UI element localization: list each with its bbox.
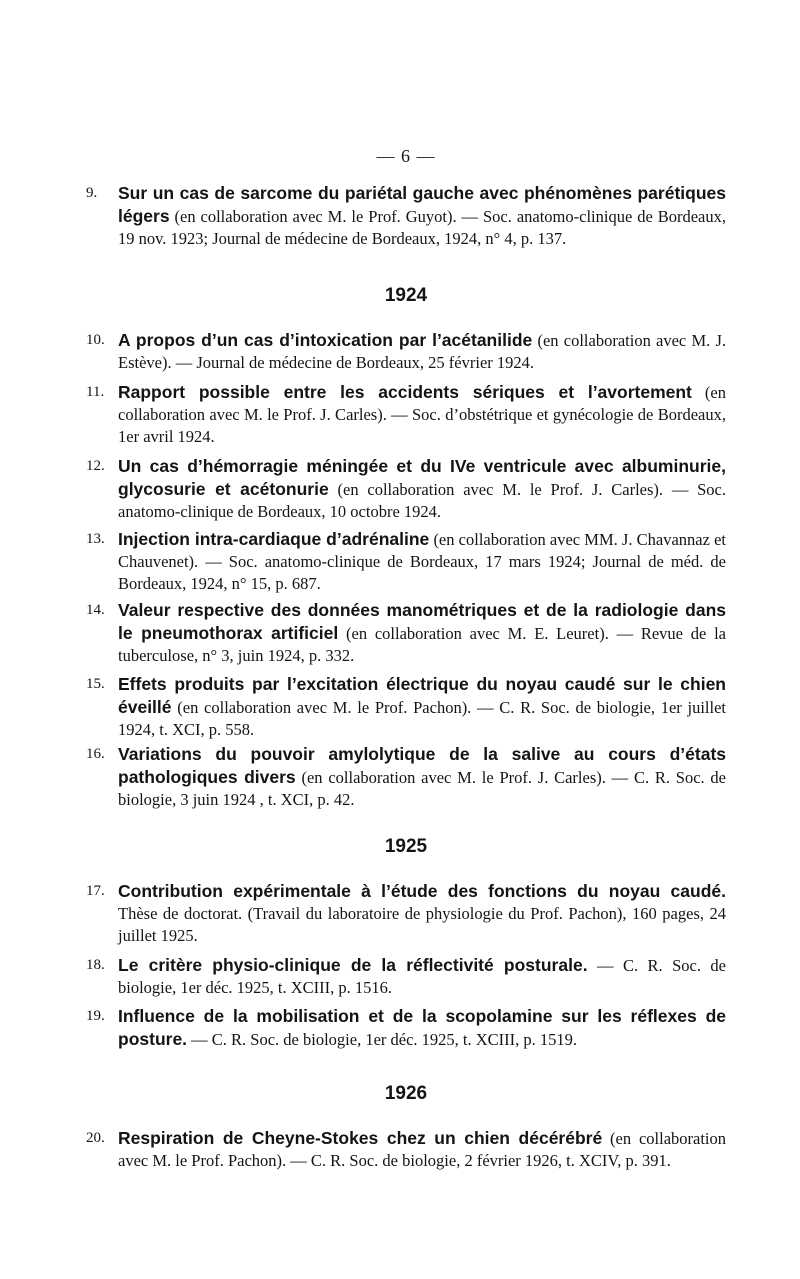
year-heading-1925: 1925 <box>384 836 428 857</box>
entry-10 <box>86 329 727 374</box>
entry-number: 13. <box>86 531 105 547</box>
entry-11 <box>86 381 726 448</box>
entry-15 <box>86 673 726 741</box>
entry-title: Injection intra-cardiaque d’adrénaline <box>118 529 430 549</box>
year-heading-1926: 1926 <box>384 1083 428 1104</box>
entry-details: (en collaboration avec M. le Prof. J. Carles). — C. R. Soc. de biologie, 3 juin 1924 , t. XCI, p. 42. <box>118 768 727 809</box>
entry-9 <box>86 182 727 250</box>
entry-title: Contribution expérimentale à l’étude des fonctions du noyau caudé. <box>118 881 726 901</box>
entry-number: 15. <box>86 676 105 692</box>
entry-title: Le critère physio-clinique de la réflectivité posturale. <box>118 955 588 975</box>
entry-details: — C. R. Soc. de biologie, 1er déc. 1925, t. XCIII, p. 1519. <box>191 1030 578 1049</box>
entry-18 <box>86 954 727 999</box>
entry-details: Thèse de doctorat. (Travail du laboratoire de physiologie du Prof. Pachon), 160 pages, 24 juillet 1925. <box>118 904 726 945</box>
entry-details: (en collaboration avec M. J. Estève). — Journal de médecine de Bordeaux, 25 février 1924. <box>118 331 727 372</box>
entry-details: — C. R. Soc. de biologie, 1er déc. 1925, t. XCIII, p. 1516. <box>118 956 727 997</box>
year-heading-1924: 1924 <box>384 285 428 306</box>
entry-details: (en collaboration avec M. le Prof. Guyot). — Soc. anatomo-clinique de Bordeaux, 19 nov. 1923; Journal de médecine de Bordeaux, 1924, n° 4, p. 137. <box>118 207 727 248</box>
entry-12 <box>86 455 727 523</box>
entry-number: 18. <box>86 957 105 973</box>
entry-16 <box>86 743 727 811</box>
entry-title: Un cas d’hémorragie méningée et du IVe ventricule avec albuminurie, glycosurie et acétonurie <box>118 456 726 499</box>
page-number: — 6 — <box>376 146 436 166</box>
entry-title: Effets produits par l’excitation électrique du noyau caudé sur le chien éveillé <box>118 674 726 717</box>
entry-13 <box>86 528 726 595</box>
entry-title: Variations du pouvoir amylolytique de la salive au cours d’états pathologiques divers <box>118 744 726 787</box>
entry-details: (en collaboration avec M. le Prof. Pachon). — C. R. Soc. de biologie, 1er juillet 1924, t. XCI, p. 558. <box>118 698 726 739</box>
entry-14 <box>86 599 727 667</box>
entry-title: Respiration de Cheyne-Stokes chez un chien décérébré <box>118 1128 603 1148</box>
entry-details: (en collaboration avec MM. J. Chavannaz et Chauvenet). — Soc. anatomo-clinique de Bordeaux, 17 mars 1924; Journal de méd. de Bordeaux, 1924, n° 15, p. 687. <box>118 530 726 593</box>
entry-17 <box>86 880 726 947</box>
entry-19 <box>86 1005 726 1051</box>
entry-number: 17. <box>86 883 105 899</box>
entry-title: A propos d’un cas d’intoxication par l’acétanilide <box>118 330 533 350</box>
entry-title: Rapport possible entre les accidents sériques et l’avortement <box>118 382 692 402</box>
entry-number: 20. <box>86 1130 105 1146</box>
entry-number: 9. <box>86 185 98 201</box>
entry-20 <box>86 1127 727 1172</box>
entry-number: 16. <box>86 746 105 762</box>
entry-details: (en collaboration avec M. le Prof. J. Carles). — Soc. d’obstétrique et gynécologie de Bordeaux, 1er avril 1924. <box>118 383 726 446</box>
entry-title: Influence de la mobilisation et de la scopolamine sur les réflexes de posture. <box>118 1006 726 1049</box>
entry-number: 10. <box>86 332 105 348</box>
entry-title: Sur un cas de sarcome du pariétal gauche avec phénomènes parétiques légers <box>118 183 726 226</box>
entry-title: Valeur respective des données manométriques et de la radiologie dans le pneumothorax artificiel <box>118 600 726 643</box>
entry-number: 14. <box>86 602 105 618</box>
entry-number: 11. <box>86 384 105 400</box>
entry-details: (en collaboration avec M. le Prof. J. Carles). — Soc. anatomo-clinique de Bordeaux, 10 octobre 1924. <box>118 480 727 521</box>
entry-details: (en collaboration avec M. le Prof. Pachon). — C. R. Soc. de biologie, 2 février 1926, t. XCIV, p. 391. <box>118 1129 727 1170</box>
entry-details: (en collaboration avec M. E. Leuret). — Revue de la tuberculose, n° 3, juin 1924, p. 332. <box>118 624 727 665</box>
entry-number: 12. <box>86 458 105 474</box>
entry-number: 19. <box>86 1008 105 1024</box>
